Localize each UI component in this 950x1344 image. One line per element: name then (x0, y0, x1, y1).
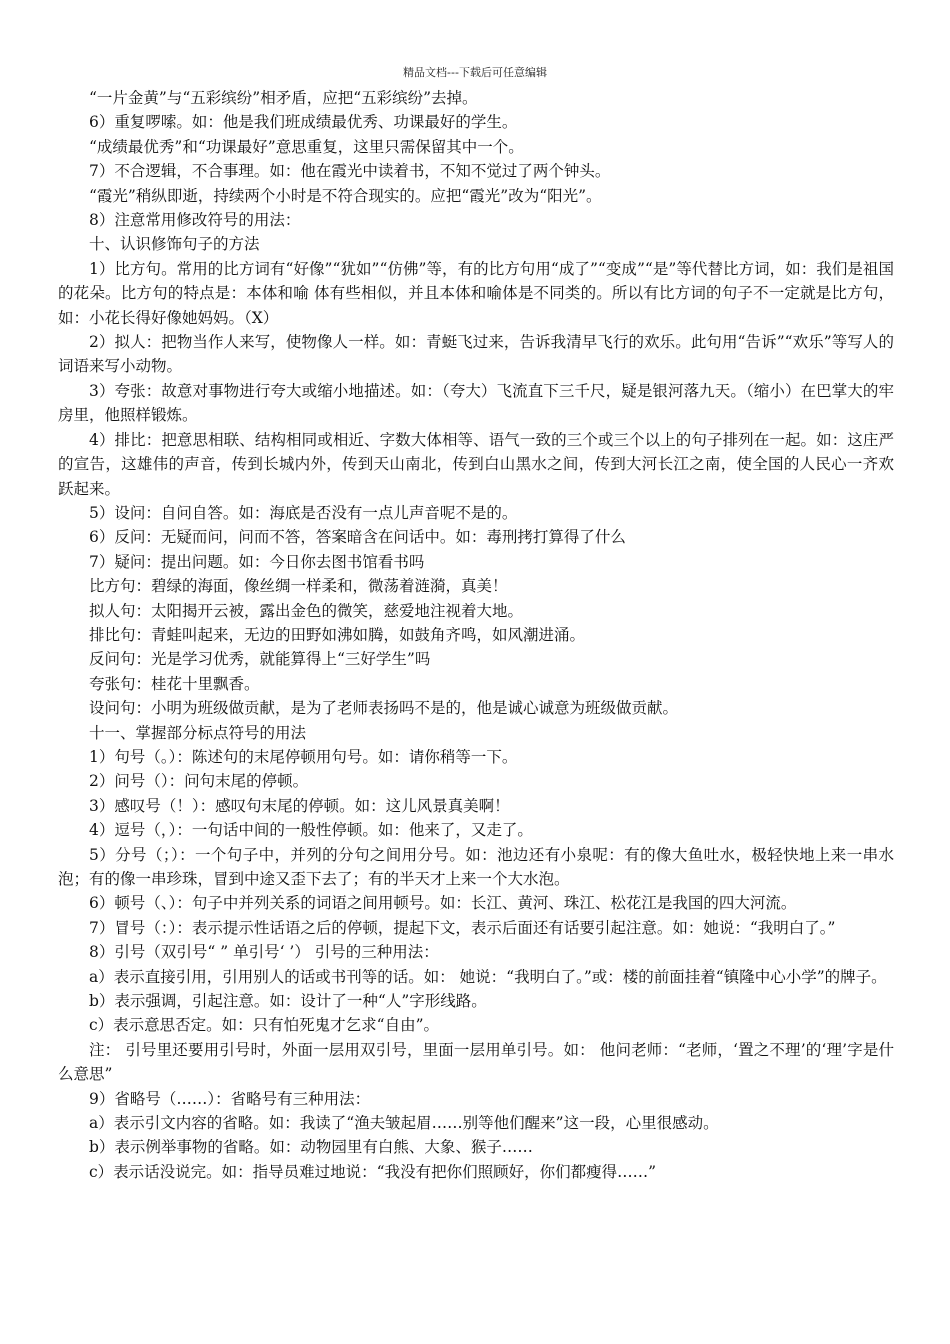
paragraph: 9）省略号（……）：省略号有三种用法： (89, 1089, 371, 1108)
paragraph: 7）冒号（：）：表示提示性话语之后的停顿，提起下文，表示后面还有话要引起注意。如：她说：“我明白了。” (89, 918, 836, 937)
paragraph: 十、认识修饰句子的方法 (89, 235, 260, 254)
paragraph: 2）问号（）：问句末尾的停顿。 (89, 772, 309, 791)
paragraph: 2）拟人：把物当作人来写，使物像人一样。如：青蜓飞过来，告诉我清早飞行的欢乐。此句用“告诉”“欢乐”等写人的词语来写小动物。 (58, 333, 894, 376)
paragraph: 6）重复啰嗦。如：他是我们班成绩最优秀、功课最好的学生。 (89, 113, 518, 132)
paragraph: b）表示例举事物的省略。如：动物园里有白熊、大象、猴子…… (89, 1138, 533, 1157)
paragraph: 7）不合逻辑，不合事理。如：他在霞光中读着书，不知不觉过了两个钟头。 (89, 162, 611, 181)
paragraph: 十一、掌握部分标点符号的用法 (89, 723, 307, 742)
paragraph: 6）顿号（、）：句子中并列关系的词语之间用顿号。如：长江、黄河、珠江、松花江是我国的四大河流。 (89, 894, 797, 913)
paragraph: 4）逗号（，）：一句话中间的一般性停顿。如：他来了，又走了。 (89, 821, 533, 840)
paragraph: “成绩最优秀”和“功课最好”意思重复，这里只需保留其中一个。 (89, 137, 524, 156)
paragraph: 反问句：光是学习优秀，就能算得上“三好学生”吗 (89, 650, 431, 669)
paragraph: 6）反问：无疑而问，问而不答，答案暗含在问话中。如：毒刑拷打算得了什么 (89, 528, 626, 547)
paragraph: “一片金黄”与“五彩缤纷”相矛盾，应把“五彩缤纷”去掉。 (89, 89, 478, 107)
paragraph: 夸张句：桂花十里飘香。 (89, 674, 260, 693)
paragraph: 3）夸张：故意对事物进行夸大或缩小地描述。如：（夸大）飞流直下三千尺，疑是银河落九天。（缩小）在巴掌大的牢房里，他照样锻炼。 (58, 381, 894, 425)
paragraph: 1）比方句。常用的比方词有“好像”“犹如”“仿佛”等，有的比方句用“成了”“变成”“是”等代替比方词，如：我们是祖国的花朵。比方句的特点是：本体和喻 体有些相似，并且本体和喻体是不同类的。所以有比方词的句子不一定就是比方句，如：小花长得好像她妈妈。（X） (58, 259, 894, 327)
paragraph: “霞光”稍纵即逝，持续两个小时是不符合现实的。应把“霞光”改为“阳光”。 (89, 186, 602, 205)
paragraph: 7）疑问：提出问题。如：今日你去图书馆看书吗 (89, 552, 425, 571)
paragraph: 5）分号（；）：一个句子中，并列的分句之间用分号。如：池边还有小泉呢：有的像大鱼吐水，极轻快地上来一串水泡；有的像一串珍珠，冒到中途又歪下去了；有的半天才上来一个大水泡。 (58, 845, 894, 888)
paragraph: 8）引号（双引号“ ” 单引号‘ ’） 引号的三种用法： (89, 943, 439, 962)
paragraph: a）表示直接引用，引用别人的话或书刊等的话。如： 她说：“我明白了。”或：楼的前面挂着“镇隆中心小学”的牌子。 (89, 967, 887, 986)
paragraph: 设问句：小明为班级做贡献，是为了老师表扬吗不是的，他是诚心诚意为班级做贡献。 (89, 699, 679, 718)
paragraph: 3）感叹号（！）：感叹句末尾的停顿。如：这儿风景真美啊！ (89, 796, 510, 815)
paragraph: 比方句：碧绿的海面，像丝绸一样柔和，微荡着涟漪，真美！ (89, 577, 508, 596)
page-header: 精品文档---下载后可任意编辑 (403, 66, 547, 79)
paragraph: b）表示强调，引起注意。如：设计了一种“人”字形线路。 (89, 992, 487, 1011)
paragraph: 1）句号（。）：陈述句的末尾停顿用句号。如：请你稍等一下。 (89, 747, 518, 766)
paragraph: 5）设问：自问自答。如：海底是否没有一点儿声音呢不是的。 (89, 503, 518, 522)
paragraph: 8）注意常用修改符号的用法： (89, 211, 301, 230)
paragraph: 排比句：青蛙叫起来，无边的田野如沸如腾，如鼓角齐鸣，如风潮进涌。 (89, 625, 586, 644)
document-body (58, 86, 894, 1184)
paragraph: 注： 引号里还要用引号时，外面一层用双引号，里面一层用单引号。如： 他问老师：“老师，‘置之不理’的‘理’字是什么意思” (58, 1040, 894, 1084)
paragraph: c）表示意思否定。如：只有怕死鬼才乞求“自由”。 (89, 1016, 440, 1035)
paragraph: c）表示话没说完。如：指导员难过地说：“我没有把你们照顾好，你们都瘦得……” (89, 1162, 657, 1181)
paragraph: 4）排比：把意思相联、结构相同或相近、字数大体相等、语气一致的三个或三个以上的句子排列在一起。如：这庄严的宣告，这雄伟的声音，传到长城内外，传到天山南北，传到白山黑水之间，传到大河长江之南，使全国的人民心一齐欢跃起来。 (58, 430, 894, 498)
paragraph: 拟人句：太阳揭开云被，露出金色的微笑，慈爱地注视着大地。 (89, 601, 524, 620)
paragraph: a）表示引文内容的省略。如：我读了“渔夫皱起眉……别等他们醒来”这一段，心里很感动。 (89, 1114, 719, 1133)
